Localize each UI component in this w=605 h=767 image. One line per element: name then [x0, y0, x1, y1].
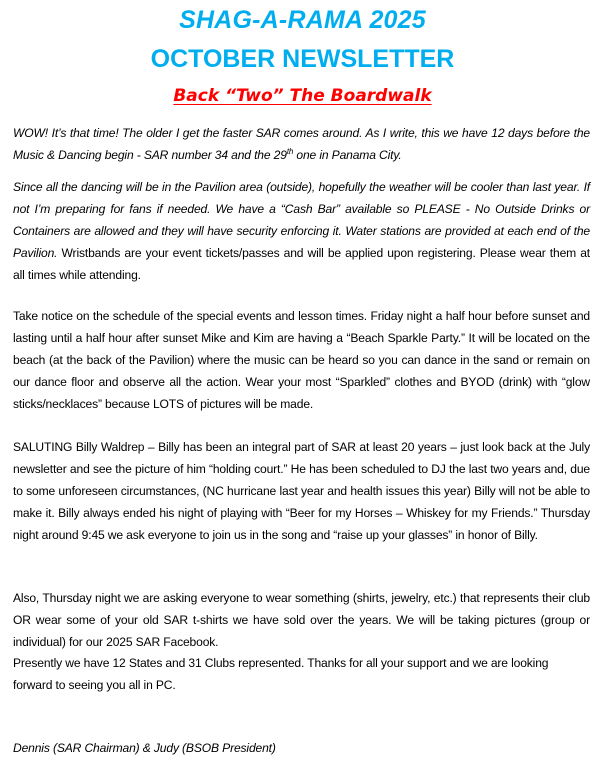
intro-text: WOW! It’s that time! The older I get the faster SAR comes around. As I write, this we have 12 days before the Music & Dancing begin - SAR number 34 and the 29 [13, 126, 590, 162]
wristband-text: Wristbands are your event tickets/passes and will be applied upon registering. Please wear them at all times while attending. [13, 246, 590, 282]
newsletter-tagline [0, 86, 605, 106]
intro-text-end: one in Panama City. [293, 148, 402, 162]
paragraph-pavilion [13, 176, 590, 286]
newsletter-title: SHAG-A-RAMA 2025 [179, 6, 426, 34]
paragraph-saluting-billy: SALUTING Billy Waldrep – Billy has been an integral part of SAR at least 20 years – just look back at the July newsletter and see the picture of him “holding court.” He has been scheduled to DJ the last two years and, due to some unforeseen circumstances, (NC hurricane last year and health issues this year) Billy will not be able to make it. Billy always ended his night of playing with “Beer for my Horses – Whiskey for my Friends.” Thursday night around 9:45 we ask everyone to join us in the song and “raise up your glasses” in honor of Billy. [13, 440, 590, 542]
tagline-text: Back “Two” The Boardwalk [173, 86, 432, 106]
pavilion-italic-text: Since all the dancing will be in the Pavilion area (outside), hopefully the weather will be cooler than last year. If not I’m preparing for fans if needed. We have a “Cash Bar” available so PLEASE - No Outside Drinks or Containers are allowed and they will have security enforcing it. Water stations are provided at each end of the Pavilion. [13, 180, 590, 260]
ordinal-suffix: th [286, 146, 294, 156]
signature: Dennis (SAR Chairman) & Judy (BSOB President) [13, 741, 276, 755]
paragraph-thursday: Also, Thursday night we are asking everyone to wear something (shirts, jewelry, etc.) that represents their club OR wear some of your old SAR t-shirts we have sold over the years. We will be taking pictures (group or individual) for our 2025 SAR Facebook. [13, 591, 590, 649]
paragraph-schedule: Take notice on the schedule of the special events and lesson times. Friday night a half hour before sunset and lasting until a half hour after sunset Mike and Kim are having a “Beach Sparkle Party.” It will be located on the beach (at the back of the Pavilion) where the music can be heard so you can dance in the sand or remain on our dance floor and observe all the action. Wear your most “Sparkled” clothes and BYOD (drink) with “glow sticks/necklaces” because LOTS of pictures will be made. [13, 309, 590, 411]
newsletter-month-heading: OCTOBER NEWSLETTER [150, 45, 455, 73]
paragraph-intro [13, 122, 590, 166]
paragraph-closing: Presently we have 12 States and 31 Clubs represented. Thanks for all your support and we are looking forward to seeing you all in PC. [13, 656, 549, 692]
